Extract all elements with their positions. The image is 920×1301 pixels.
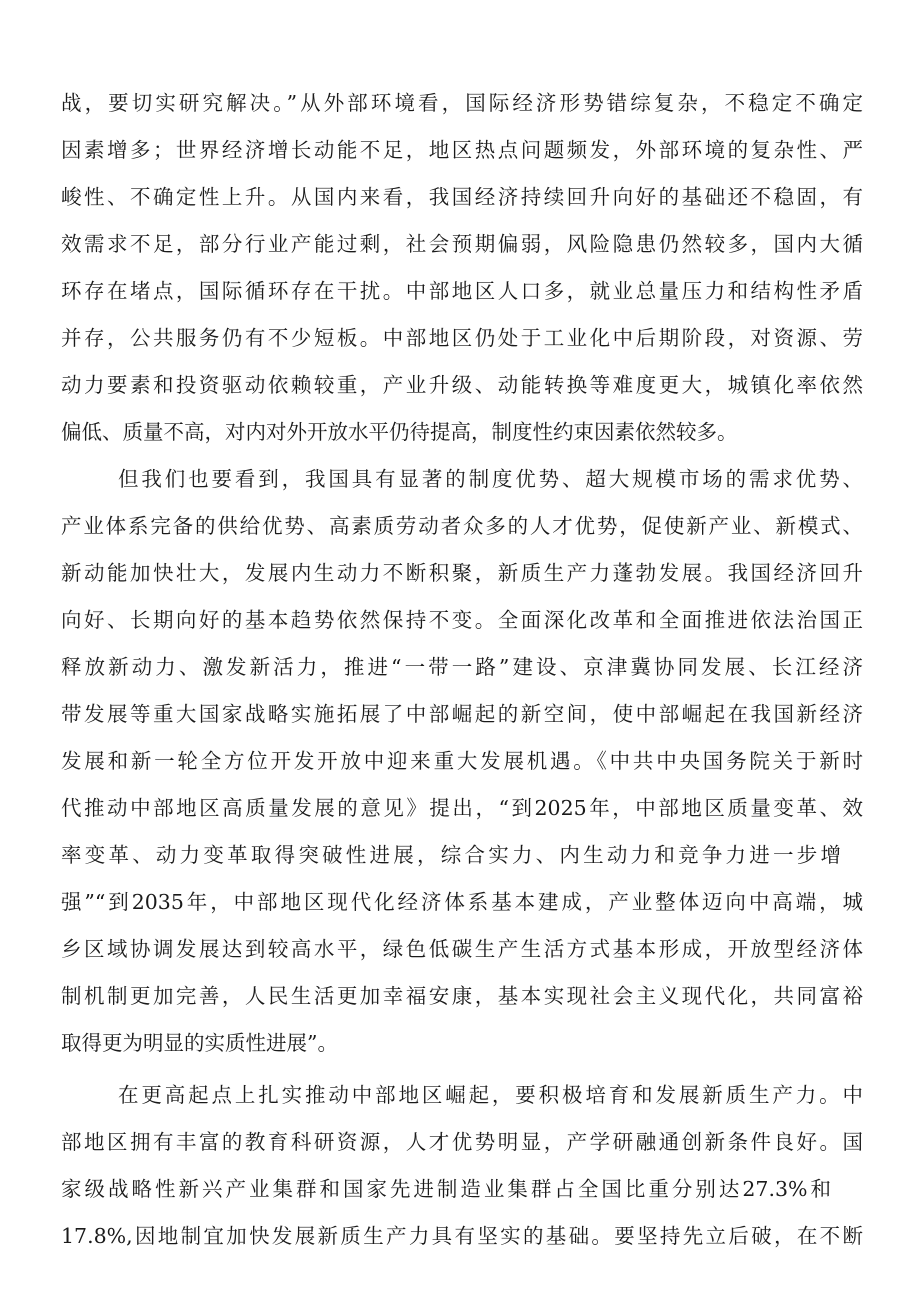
paragraph-line: 新动能加快壮大，发展内生动力不断积聚，新质生产力蓬勃发展。我国经济回升 bbox=[61, 561, 863, 585]
paragraph-line: 向好、长期向好的基本趋势依然保持不变。全面深化改革和全面推进依法治国正 bbox=[61, 608, 863, 632]
paragraph-line: 战，要切实研究解决。”从外部环境看，国际经济形势错综复杂，不稳定不确定 bbox=[61, 91, 863, 115]
paragraph-line: 率变革、动力变革取得突破性进展，综合实力、内生动力和竞争力进一步增 bbox=[61, 843, 841, 867]
paragraph-line: 并存，公共服务仍有不少短板。中部地区仍处于工业化中后期阶段，对资源、劳 bbox=[61, 326, 863, 350]
paragraph-line: 但我们也要看到，我国具有显著的制度优势、超大规模市场的需求优势、 bbox=[118, 467, 863, 491]
paragraph-line: 在更高起点上扎实推动中部地区崛起，要积极培育和发展新质生产力。中 bbox=[118, 1083, 863, 1107]
paragraph-line: 发展和新一轮全方位开发开放中迎来重大发展机遇。《中共中央国务院关于新时 bbox=[61, 749, 863, 773]
paragraph-line: 环存在堵点，国际循环存在干扰。中部地区人口多，就业总量压力和结构性矛盾 bbox=[61, 279, 863, 303]
paragraph-line: 制机制更加完善，人民生活更加幸福安康，基本实现社会主义现代化，共同富裕 bbox=[61, 984, 863, 1008]
paragraph-line: 部地区拥有丰富的教育科研资源，人才优势明显，产学研融通创新条件良好。国 bbox=[61, 1130, 863, 1154]
paragraph-line: 乡区域协调发展达到较高水平，绿色低碳生产生活方式基本形成，开放型经济体 bbox=[61, 937, 863, 961]
paragraph-line: 家级战略性新兴产业集群和国家先进制造业集群占全国比重分别达27.3%和 bbox=[61, 1177, 831, 1201]
paragraph-line: 偏低、质量不高，对内对外开放水平仍待提高，制度性约束因素依然较多。 bbox=[61, 420, 738, 444]
paragraph-line: 动力要素和投资驱动依赖较重，产业升级、动能转换等难度更大，城镇化率依然 bbox=[61, 373, 863, 397]
paragraph-line: 产业体系完备的供给优势、高素质劳动者众多的人才优势，促使新产业、新模式、 bbox=[61, 514, 863, 538]
paragraph-line: 17.8%,因地制宜加快发展新质生产力具有坚实的基础。要坚持先立后破，在不断 bbox=[61, 1224, 863, 1248]
paragraph-line: 效需求不足，部分行业产能过剩，社会预期偏弱，风险隐患仍然较多，国内大循 bbox=[61, 232, 863, 256]
paragraph-line: 代推动中部地区高质量发展的意见》提出，“到2025年，中部地区质量变革、效 bbox=[61, 796, 863, 820]
paragraph-line: 强”“到2035年，中部地区现代化经济体系基本建成，产业整体迈向中高端，城 bbox=[61, 890, 863, 914]
paragraph-line: 因素增多；世界经济增长动能不足，地区热点问题频发，外部环境的复杂性、严 bbox=[61, 138, 863, 162]
paragraph-line: 峻性、不确定性上升。从国内来看，我国经济持续回升向好的基础还不稳固，有 bbox=[61, 185, 863, 209]
paragraph-line: 释放新动力、激发新活力，推进“一带一路”建设、京津冀协同发展、长江经济 bbox=[61, 655, 863, 679]
paragraph-line: 带发展等重大国家战略实施拓展了中部崛起的新空间，使中部崛起在我国新经济 bbox=[61, 702, 863, 726]
paragraph-line: 取得更为明显的实质性进展”。 bbox=[61, 1031, 338, 1055]
